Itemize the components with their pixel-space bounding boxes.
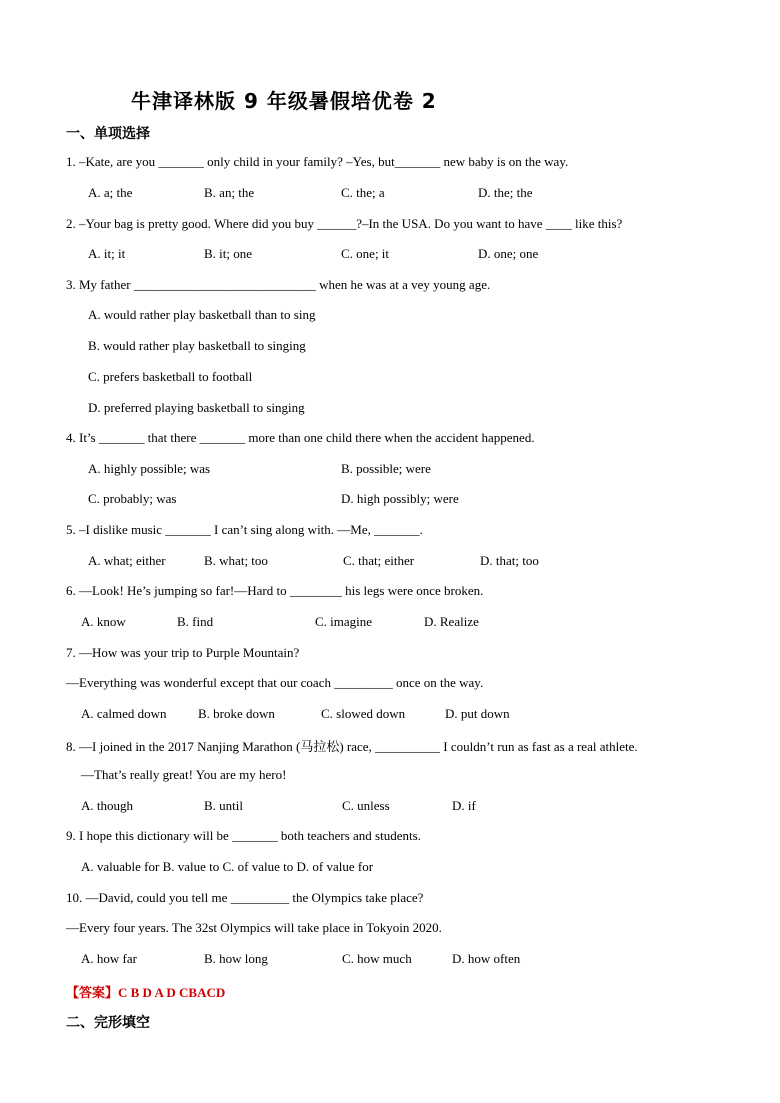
q8-option-b: B. until <box>204 798 244 813</box>
q5-option-b: B. what; too <box>204 553 268 568</box>
q6-option-c: C. imagine <box>315 614 373 629</box>
q6-option-d: D. Realize <box>424 614 479 629</box>
q2-option-c: C. one; it <box>341 246 390 261</box>
question-6: 6. —Look! He’s jumping so far!—Hard to ________ his legs were once broken. <box>66 583 484 598</box>
q2-option-b: B. it; one <box>204 246 253 261</box>
question-3: 3. My father ____________________________ when he was at a vey young age. <box>66 277 491 292</box>
q5-option-d: D. that; too <box>480 553 539 568</box>
question-8: 8. —I joined in the 2017 Nanjing Marathon (马拉松) race, __________ I couldn’t run as fast as a real athlete. <box>66 739 638 754</box>
answer-key: 【答案】C B D A D CBACD <box>66 985 226 1000</box>
q10-option-b: B. how long <box>204 951 268 966</box>
q7-option-c: C. slowed down <box>321 706 406 721</box>
q4-option-b: B. possible; were <box>341 461 431 476</box>
question-1: 1. –Kate, are you _______ only child in your family? –Yes, but_______ new baby is on the way. <box>66 154 569 169</box>
question-8-reply: —That’s really great! You are my hero! <box>81 767 287 782</box>
q8-option-d: D. if <box>452 798 476 813</box>
q6-option-a: A. know <box>81 614 126 629</box>
q10-option-d: D. how often <box>452 951 521 966</box>
q5-option-a: A. what; either <box>88 553 166 568</box>
q1-option-c: C. the; a <box>341 185 385 200</box>
q9-options: A. valuable for B. value to C. of value to D. of value for <box>81 859 374 874</box>
question-2: 2. –Your bag is pretty good. Where did you buy ______?–In the USA. Do you want to have ____ like this? <box>66 216 623 231</box>
section-heading-cloze: 二、完形填空 <box>66 1015 150 1031</box>
q10-option-a: A. how far <box>81 951 137 966</box>
q3-option-b: B. would rather play basketball to singing <box>88 338 306 353</box>
q1-option-b: B. an; the <box>204 185 255 200</box>
q7-option-a: A. calmed down <box>81 706 167 721</box>
question-7-reply: —Everything was wonderful except that our coach _________ once on the way. <box>66 675 484 690</box>
q4-option-d: D. high possibly; were <box>341 491 459 506</box>
q7-option-d: D. put down <box>445 706 510 721</box>
q2-option-d: D. one; one <box>478 246 539 261</box>
q6-option-b: B. find <box>177 614 214 629</box>
question-10: 10. —David, could you tell me _________ the Olympics take place? <box>66 890 424 905</box>
question-7: 7. —How was your trip to Purple Mountain? <box>66 645 300 660</box>
q7-option-b: B. broke down <box>198 706 275 721</box>
q10-option-c: C. how much <box>342 951 412 966</box>
q5-option-c: C. that; either <box>343 553 415 568</box>
q8-option-a: A. though <box>81 798 133 813</box>
section-heading-single-choice: 一、单项选择 <box>66 126 150 142</box>
question-9: 9. I hope this dictionary will be _______ both teachers and students. <box>66 828 421 843</box>
q1-option-d: D. the; the <box>478 185 533 200</box>
q4-option-a: A. highly possible; was <box>88 461 211 476</box>
q8-option-c: C. unless <box>342 798 390 813</box>
question-4: 4. It’s _______ that there _______ more than one child there when the accident happened. <box>66 430 535 445</box>
q1-option-a: A. a; the <box>88 185 133 200</box>
q2-option-a: A. it; it <box>88 246 126 261</box>
question-10-reply: —Every four years. The 32st Olympics will take place in Tokyoin 2020. <box>66 920 442 935</box>
page-title: 牛津译林版 9 年级暑假培优卷 2 <box>131 89 437 113</box>
q3-option-a: A. would rather play basketball than to sing <box>88 307 316 322</box>
question-5: 5. –I dislike music _______ I can’t sing along with. —Me, _______. <box>66 522 423 537</box>
q3-option-d: D. preferred playing basketball to singing <box>88 400 305 415</box>
q4-option-c: C. probably; was <box>88 491 177 506</box>
q3-option-c: C. prefers basketball to football <box>88 369 253 384</box>
